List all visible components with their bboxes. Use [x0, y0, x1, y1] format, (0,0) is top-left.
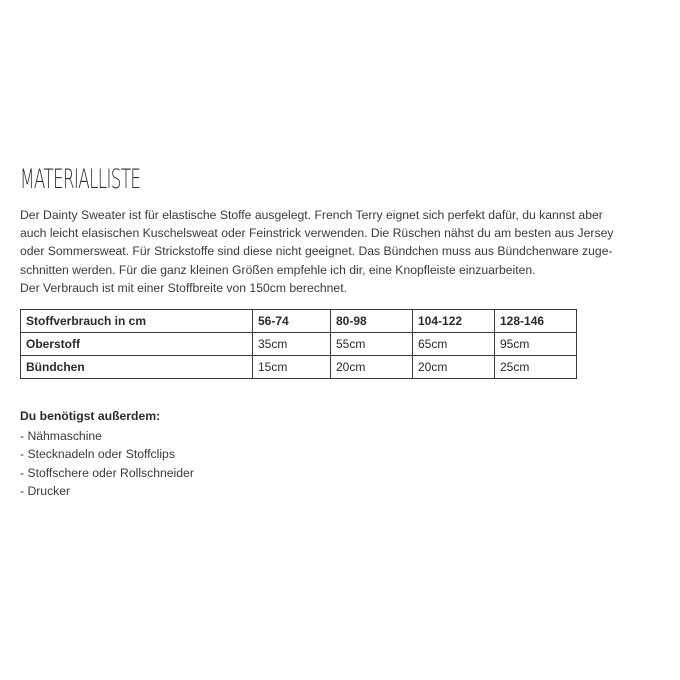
table-header-cell: 56-74 — [253, 310, 331, 333]
intro-line: oder Sommersweat. Für Strickstoffe sind diese nicht geeignet. Das Bündchen muss aus Bündchenware zuge- — [20, 244, 613, 259]
table-cell: 25cm — [495, 356, 577, 379]
table-cell: 95cm — [495, 333, 577, 356]
table-header-cell: 80-98 — [331, 310, 413, 333]
extras-section — [20, 407, 194, 501]
intro-line: auch leicht elasischen Kuschelsweat oder Feinstrick verwenden. Die Rüschen nähst du am besten aus Jersey — [20, 226, 614, 241]
table-header-cell: 104-122 — [413, 310, 495, 333]
list-item: - Nähmaschine — [20, 428, 102, 443]
fabric-usage-table — [20, 309, 577, 379]
intro-line: Der Verbrauch ist mit einer Stoffbreite von 150cm berechnet. — [20, 280, 347, 295]
table-cell: 20cm — [331, 356, 413, 379]
table-header-row — [21, 310, 577, 333]
extras-list — [20, 427, 194, 501]
page-title: MATERIALLISTE — [20, 164, 141, 195]
intro-line: Der Dainty Sweater ist für elastische Stoffe ausgelegt. French Terry eignet sich perfekt dafür, du kannst aber — [20, 208, 603, 222]
table-header-cell: Stoffverbrauch in cm — [21, 310, 253, 333]
table-row — [21, 333, 577, 356]
list-item: - Stecknadeln oder Stoffclips — [20, 447, 175, 461]
table-header-cell: 128-146 — [495, 310, 577, 333]
table-cell: 20cm — [413, 356, 495, 379]
table-row-label: Oberstoff — [21, 333, 253, 356]
table-cell: 65cm — [413, 333, 495, 356]
table-cell: 35cm — [253, 333, 331, 356]
intro-paragraph — [20, 206, 670, 297]
list-item: - Stoffschere oder Rollschneider — [20, 465, 194, 480]
table-row — [21, 356, 577, 379]
extras-heading: Du benötigst außerdem: — [20, 409, 161, 423]
table-cell: 15cm — [253, 356, 331, 379]
table-cell: 55cm — [331, 333, 413, 356]
table-row-label: Bündchen — [21, 356, 253, 379]
list-item: - Drucker — [20, 484, 71, 498]
intro-line: schnitten werden. Für die ganz kleinen Größen empfehle ich dir, eine Knopfleiste einzuarbeiten. — [20, 262, 536, 277]
